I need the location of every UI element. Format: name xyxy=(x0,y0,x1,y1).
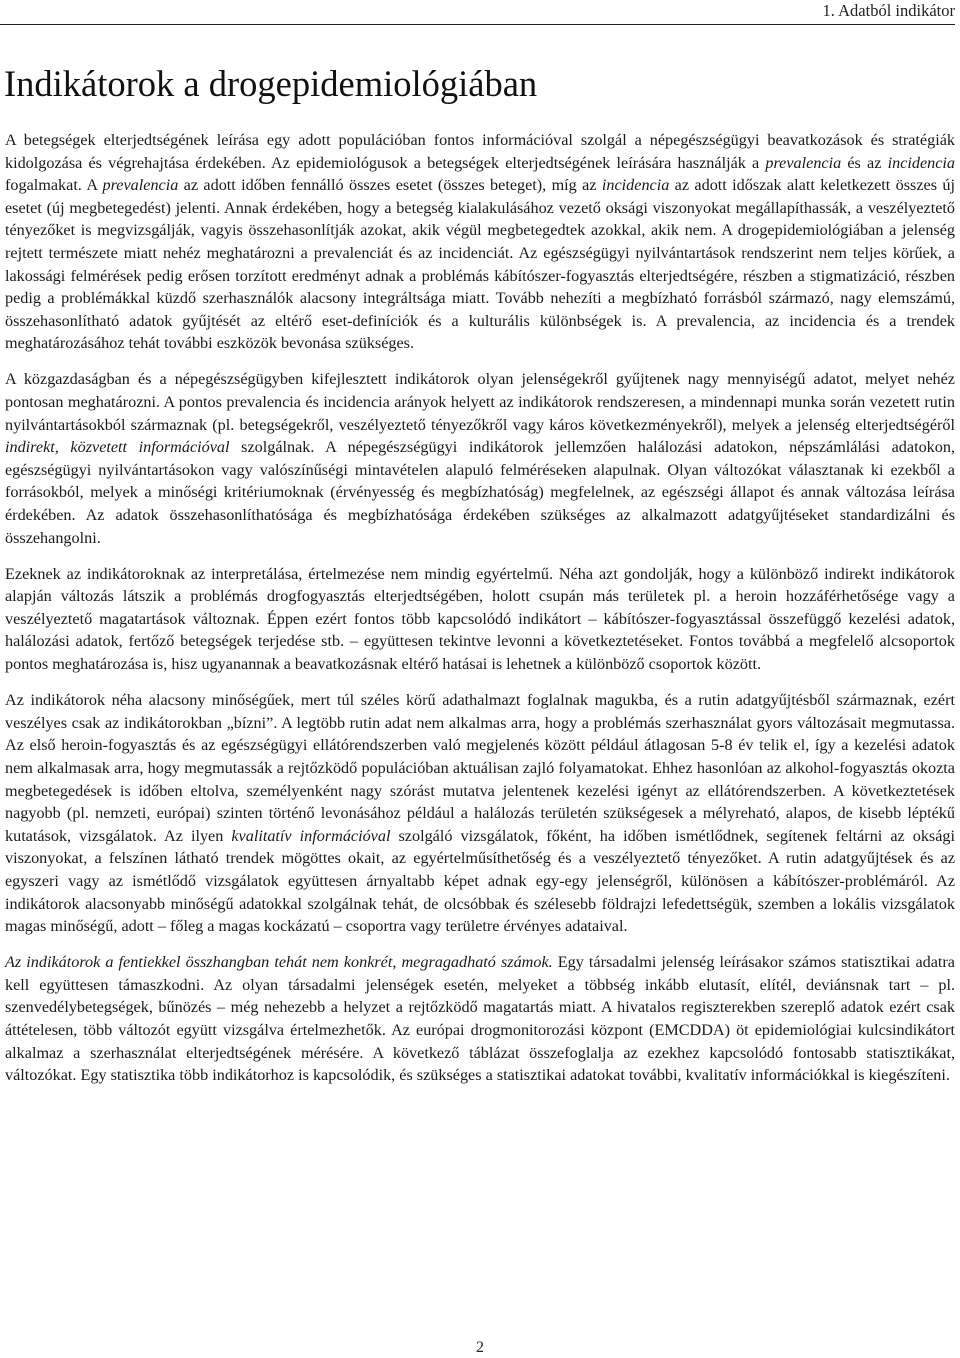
page-number: 2 xyxy=(476,1339,484,1356)
running-title: 1. Adatból indikátor xyxy=(822,1,955,20)
paragraph xyxy=(5,951,955,1087)
running-head xyxy=(0,0,955,25)
italic-term: indirekt, közvetett információval xyxy=(5,438,230,457)
paragraph xyxy=(5,689,955,938)
text-run: és az xyxy=(841,153,888,172)
italic-term: kvalitatív információval xyxy=(231,826,391,845)
italic-term: incidencia xyxy=(887,153,955,172)
text-run: szolgálnak. A népegészségügyi indikátorok jellemzően halálozási adatokon, népszámlálási adatokon, egészségügyi nyilvántartásokon vagy valószínűségi mintavételen alapuló felméréseken alapulnak. Olyan változókat választanak ki ezekből a forrásokból, melyek a minőségi kritériumoknak (érvényesség és megbízhatóság) megfelelnek, az egészségi állapot és annak változása leírása érdekében. Az adatok összehasonlíthatósága és megbízhatósága érdekében szükséges az alkalmazott adatgyűjtéseket standardizálni és összehangolni. xyxy=(5,438,955,547)
text-run: A közgazdaságban és a népegészségügyben kifejlesztett indikátorok olyan jelenségekről gyűjtenek nagy mennyiségű adatot, melyet nehéz pontosan meghatározni. A pontos prevalencia és incidencia arányok helyett az indikátorok rendszeresen, a mindennapi munka során vezetett rutin nyilvántartásokból származnak (pl. betegségekről, veszélyeztető tényezőkről vagy káros következményekről), melyek a jelenség elterjedtségéről xyxy=(5,370,955,434)
text-run: az adott időszak alatt keletkezett összes új esetet (új megbetegedést) jelenti. Annak érdekében, hogy a betegség kialakulásához vezető oksági viszonyokat megállapíthassák, a veszélyeztető tényezőket is megvizsgálják, vagyis összehasonlítják azokat, akik végül megbetegedtek azokkal, akik nem. A drogepidemiológiában a jelenség rejtett természete miatt nehéz meghatározni a prevalenciát és az incidenciát. Az egészségügyi nyilvántartások rendszerint nem teljes körűek, a lakossági felmérések pedig erősen torzított eredményt adnak a problémás kábítószer-fogyasztás elterjedtségére, részben a stigmatizáció, részben pedig a problémákkal küzdő szerhasználók alacsony integráltsága miatt. Tovább nehezíti a megbízható forrásból származó, nagy elemszámú, összehasonlítható adatok gyűjtését az eltérő eset-definíciók és a kulturális különbségek is. A prevalencia, az incidencia és a trendek meghatározásához tehát további eszközök bevonása szükséges. xyxy=(5,176,955,353)
italic-term: Az indikátorok a fentiekkel összhangban tehát nem konkrét, megragadható számok. xyxy=(5,953,553,972)
page-title: Indikátorok a drogepidemiológiában xyxy=(4,63,538,104)
paragraph xyxy=(5,368,955,549)
italic-term: prevalencia xyxy=(765,153,842,172)
text-run: A betegségek elterjedtségének leírása egy adott populációban fontos információval szolgál a népegészségügyi beavatkozások és stratégiák kidolgozása és végrehajtása érdekében. Az epidemiológusok a betegségek elterjedtségének leírására használják a xyxy=(5,131,955,172)
text-run: szolgáló vizsgálatok, főként, ha időben ismétlődnek, segítenek feltárni az oksági viszonyokat, a felszínen látható trendek mögöttes okait, az egyértelműsíthetőség és a veszélyeztető tényezőket. A rutin adatgyűjtések és az egyszeri vagy az ismétlődő vizsgálatok együttesen árnyaltabb képet adnak egy-egy jelenségről, különösen a kábítószer-problémáról. Az indikátorok alacsonyabb minőségű adatokkal szolgálnak tehát, de olcsóbbak és szélesebb földrajzi lefedettségük, szemben a lokális vizsgálatok magas minőségű, adott – főleg a magas kockázatú – csoportra vagy területre érvényes adataival. xyxy=(5,826,956,936)
italic-term: incidencia xyxy=(601,176,670,195)
italic-term: prevalencia xyxy=(102,176,179,195)
body-text xyxy=(5,129,955,1100)
paragraph xyxy=(5,563,955,676)
text-run: Egy társadalmi jelenség leírásakor számos statisztikai adatra kell együttesen támaszkodni. Az olyan társadalmi jelenségek esetén, melyeket a többség inkább elutasít, elítél, deviánsnak tart – pl. szenvedélybetegségek, bűnözés – még nehezebb a helyzet a rejtőzködő magatartás miatt. A hivatalos regiszterekben szereplő adatok ezért csak áttételesen, több változót együtt vizsgálva értelmezhetők. Az európai drogmonitorozási központ (EMCDDA) öt epidemiológiai kulcsindikátort alkalmaz a szerhasználat elterjedtségének mérésére. A következő táblázat összefoglalja az ezekhez kapcsolódó fontosabb statisztikákat, változókat. Egy statisztika több indikátorhoz is kapcsolódik, és szükséges a statisztikai adatokat további, kvalitatív információkkal is kiegészíteni. xyxy=(5,953,955,1085)
text-run: Az indikátorok néha alacsony minőségűek, mert túl széles körű adathalmazt foglalnak magukba, és a rutin adatgyűjtésből származnak, ezért veszélyes csak az indikátorokban „bízni”. A legtöbb rutin adat nem alkalmas arra, hogy a problémás szerhasználat gyors változásait megmutassa. Az első heroin-fogyasztás és az egészségügyi ellátórendszerben való megjelenés között például átlagosan 5-8 év telik el, így a kezelési adatok nem alkalmasak arra, hogy megmutassák a rejtőzködő populációban aktuálisan zajló folyamatokat. Ehhez hasonlóan az alkohol-fogyasztás okozta megbetegedések is időben eltolva, személyenként nagy szórást mutatva jelentenek kezelési igényt az ellátórendszerben. A következtetések nagyobb (pl. nemzeti, európai) szinten történő levonásához például a halálozás területén szükségesek a mélyreható, alapos, de kisebb léptékű kutatások, vizsgálatok. Az ilyen xyxy=(5,691,955,845)
text-run: fogalmakat. A xyxy=(5,176,103,195)
text-run: az adott időben fennálló összes esetet (összes beteget), míg az xyxy=(178,176,602,195)
paragraph xyxy=(5,129,955,355)
text-run: Ezeknek az indikátoroknak az interpretálása, értelmezése nem mindig egyértelmű. Néha azt gondolják, hogy a különböző indirekt indikátorok alapján változás látszik a problémás drogfogyasztás elterjedtségében, holott csupán más területek pl. a heroin hozzáférhetősége vagy a veszélyeztető magatartások változnak. Éppen ezért fontos több kapcsolódó indikátort – kábítószer-fogyasztással összefüggő kezelési adatok, halálozási adatok, fertőző betegségek terjedése stb. – együttesen tekintve levonni a következtetéseket. Fontos továbbá a megfelelő alcsoportok pontos meghatározása is, hisz ugyanannak a beavatkozásnak eltérő hatásai is lehetnek a különböző csoportok között. xyxy=(5,564,955,674)
